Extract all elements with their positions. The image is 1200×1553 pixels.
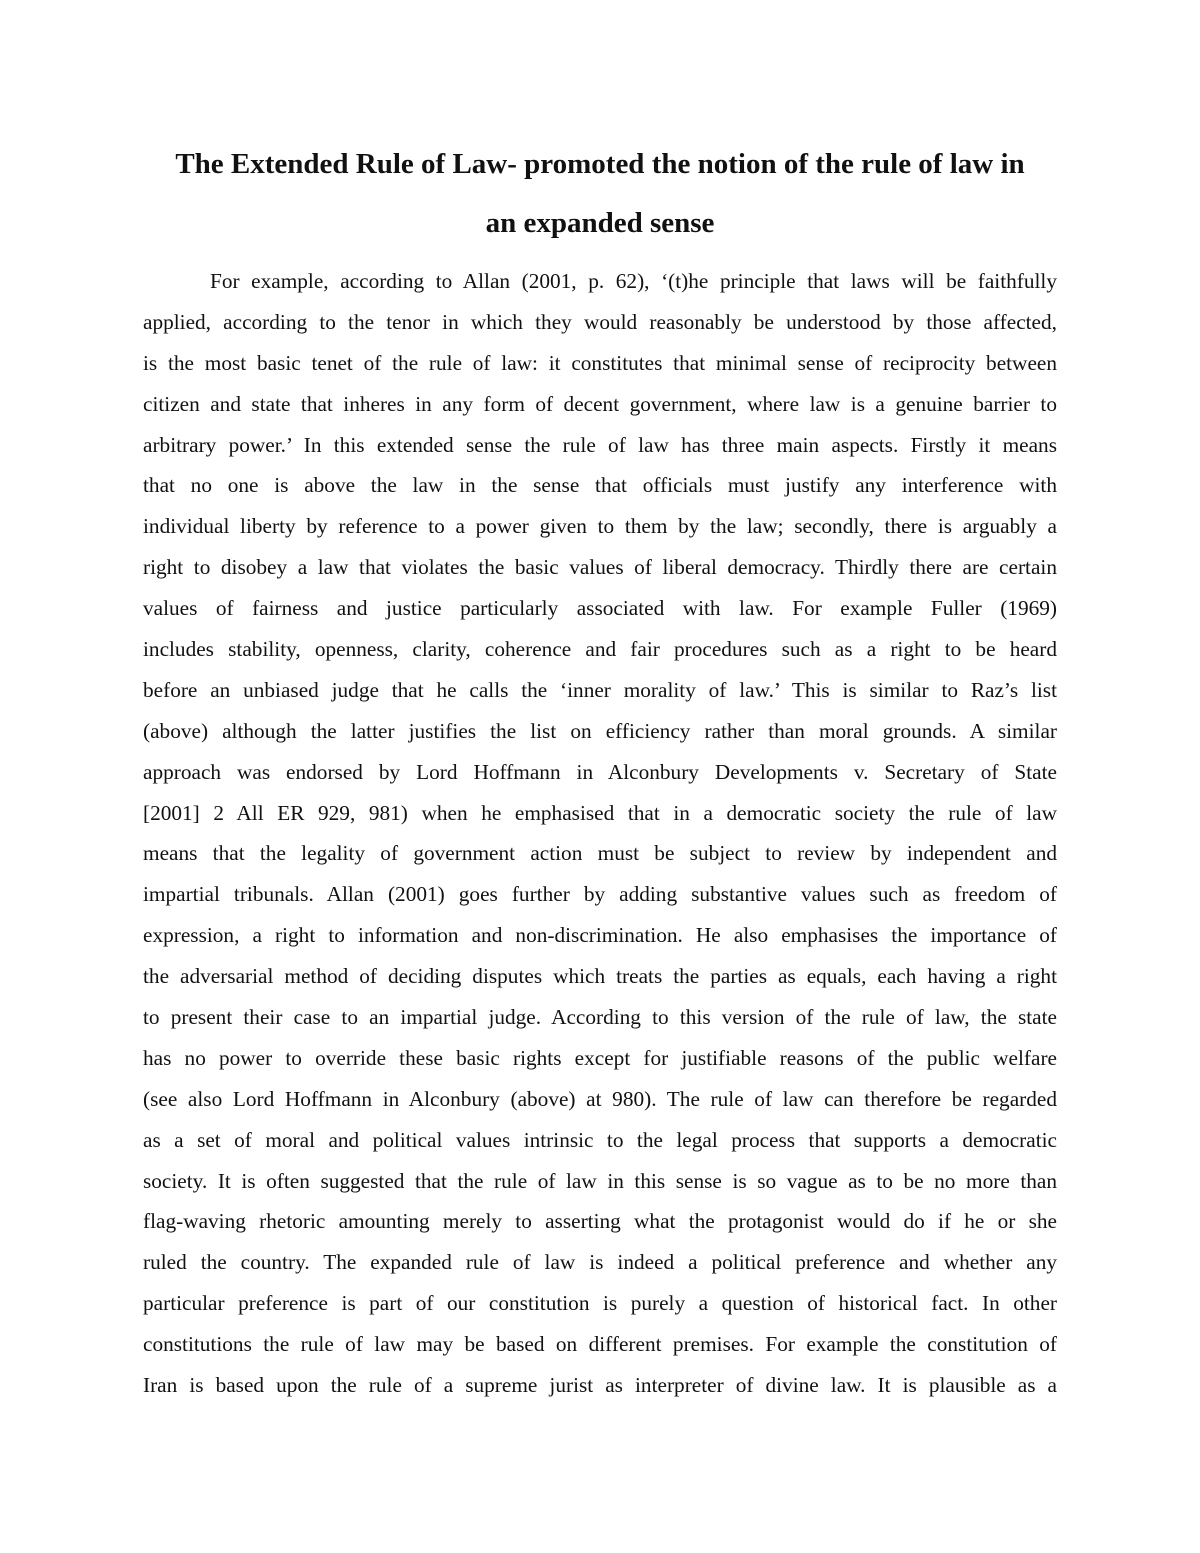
paragraph-line: values of fairness and justice particularly associated with law. For example Fuller (1969): [143, 596, 1057, 621]
paragraph-line: (see also Lord Hoffmann in Alconbury (above) at 980). The rule of law can therefore be regarded: [143, 1086, 1057, 1111]
paragraph-line: For example, according to Allan (2001, p. 62), ‘(t)he principle that laws will be faithfully: [210, 269, 1057, 293]
body-paragraph: [143, 261, 1057, 1406]
paragraph-line: particular preference is part of our constitution is purely a question of historical fact. In other: [143, 1291, 1057, 1316]
paragraph-line: means that the legality of government action must be subject to review by independent and: [143, 841, 1057, 866]
paragraph-line: is the most basic tenet of the rule of law: it constitutes that minimal sense of reciprocity between: [143, 350, 1057, 375]
paragraph-line: Iran is based upon the rule of a supreme jurist as interpreter of divine law. It is plausible as a: [143, 1373, 1057, 1398]
paragraph-line: the adversarial method of deciding disputes which treats the parties as equals, each having a right: [143, 964, 1057, 989]
paragraph-line: (above) although the latter justifies the list on efficiency rather than moral grounds. A similar: [143, 718, 1057, 743]
paragraph-line: citizen and state that inheres in any form of decent government, where law is a genuine barrier to: [143, 391, 1057, 416]
paragraph-line: arbitrary power.’ In this extended sense the rule of law has three main aspects. Firstly it means: [143, 432, 1057, 457]
paragraph-line: constitutions the rule of law may be based on different premises. For example the constitution of: [143, 1332, 1057, 1357]
paragraph-line: right to disobey a law that violates the basic values of liberal democracy. Thirdly there are certain: [143, 555, 1057, 580]
paragraph-line: expression, a right to information and non-discrimination. He also emphasises the importance of: [143, 923, 1057, 948]
paragraph-line: impartial tribunals. Allan (2001) goes further by adding substantive values such as freedom of: [143, 882, 1057, 907]
paragraph-line: [2001] 2 All ER 929, 981) when he emphasised that in a democratic society the rule of law: [143, 800, 1057, 825]
paragraph-line: as a set of moral and political values intrinsic to the legal process that supports a democratic: [143, 1127, 1057, 1152]
title-line-1: The Extended Rule of Law- promoted the notion of the rule of law in: [175, 148, 1025, 180]
paragraph-line: that no one is above the law in the sense that officials must justify any interference with: [143, 473, 1057, 498]
title-line-2: an expanded sense: [485, 207, 715, 239]
paragraph-line: individual liberty by reference to a power given to them by the law; secondly, there is arguably a: [143, 514, 1057, 539]
paragraph-line: ruled the country. The expanded rule of law is indeed a political preference and whether any: [143, 1250, 1057, 1275]
paragraph-line: approach was endorsed by Lord Hoffmann in Alconbury Developments v. Secretary of State: [143, 759, 1057, 784]
paragraph-line: flag-waving rhetoric amounting merely to asserting what the protagonist would do if he or she: [143, 1209, 1057, 1234]
paragraph-line: society. It is often suggested that the rule of law in this sense is so vague as to be no more than: [143, 1168, 1057, 1193]
paragraph-line: includes stability, openness, clarity, coherence and fair procedures such as a right to be heard: [143, 637, 1057, 662]
paragraph-line: has no power to override these basic rights except for justifiable reasons of the public welfare: [143, 1045, 1057, 1070]
paragraph-line: to present their case to an impartial judge. According to this version of the rule of law, the state: [143, 1005, 1057, 1030]
document-title: [140, 135, 1060, 253]
paragraph-line: before an unbiased judge that he calls the ‘inner morality of law.’ This is similar to Raz’s list: [143, 677, 1057, 702]
paragraph-line: applied, according to the tenor in which they would reasonably be understood by those affected,: [143, 309, 1057, 334]
